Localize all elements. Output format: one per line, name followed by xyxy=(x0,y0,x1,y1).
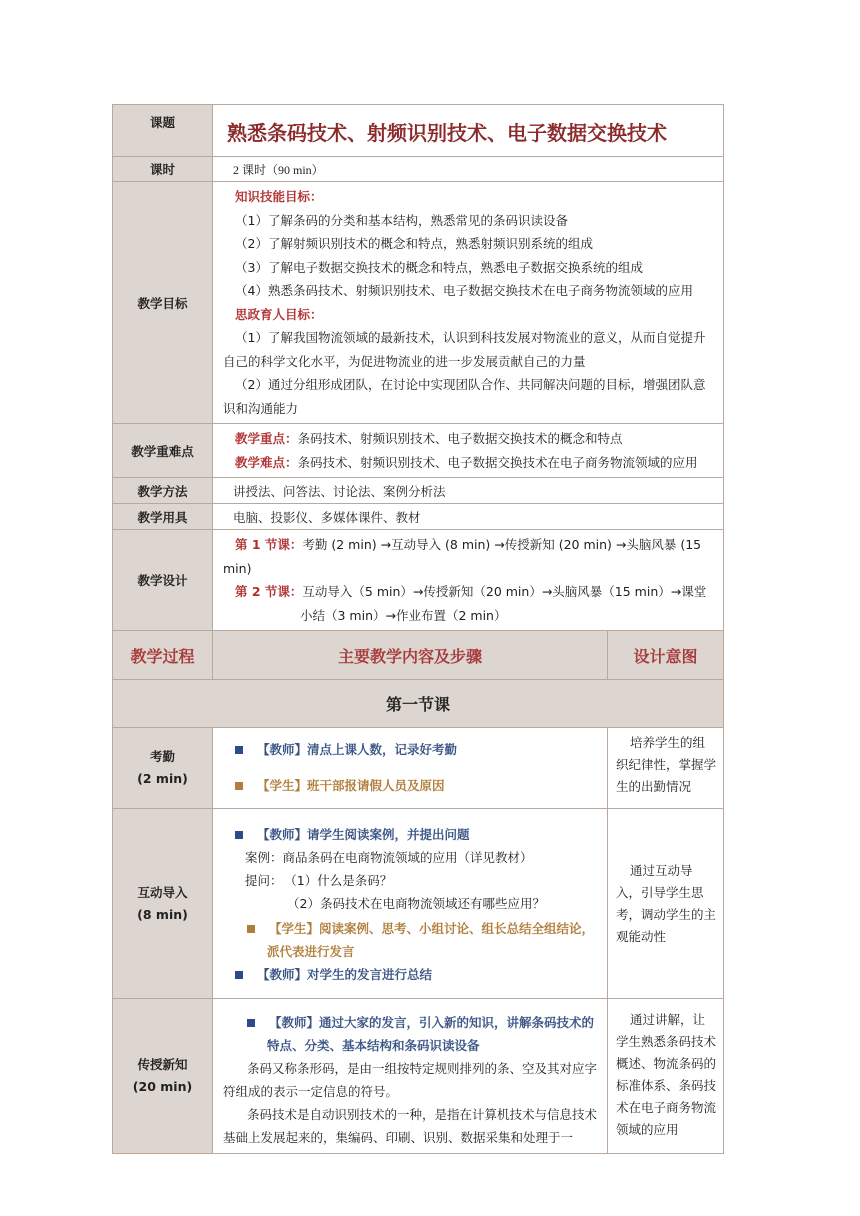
design-row xyxy=(113,530,724,631)
step-name: 考勤 xyxy=(149,749,175,764)
key-text: 条码技术、射频识别技术、电子数据交换技术的概念和特点 xyxy=(297,431,623,446)
col-intent-header: 设计意图 xyxy=(608,631,724,680)
step-intent: 通过互动导入，引导学生思考，调动学生的主观能动性 xyxy=(608,809,724,999)
goals-label: 教学目标 xyxy=(113,182,213,424)
skill-goal-item: （3）了解电子数据交换技术的概念和特点，熟悉电子数据交换系统的组成 xyxy=(235,259,643,275)
process-header-row xyxy=(113,631,724,680)
question-item: （2）条码技术在电商物流领域还有哪些应用？ xyxy=(287,896,545,911)
skill-goal-item: （4）熟悉条码技术、射频识别技术、电子数据交换技术在电子商务物流领域的应用 xyxy=(235,283,693,298)
bullet-icon xyxy=(235,831,243,839)
ideology-goals-title: 思政育人目标： xyxy=(235,306,323,322)
ideology-goal-item: （1）了解我国物流领域的最新技术，认识到科技发展对物流业的意义，从而自觉提升自己的科学文化水平，为促进物流业的进一步发展贡献自己的力量 xyxy=(223,330,706,369)
tools-label: 教学用具 xyxy=(113,504,213,530)
step-content xyxy=(213,728,608,809)
keypoints-label: 教学重难点 xyxy=(113,424,213,478)
section-title: 第一节课 xyxy=(113,680,724,728)
hours-row xyxy=(113,157,724,182)
step-content xyxy=(213,809,608,999)
keypoints-content xyxy=(213,424,724,478)
section-row xyxy=(113,680,724,728)
step-time: (2 min) xyxy=(137,771,188,786)
bullet-icon xyxy=(235,782,243,790)
process-row-teach xyxy=(113,999,724,1154)
bullet-icon xyxy=(247,1019,255,1027)
step-name-cell xyxy=(113,728,213,809)
lesson-plan-table xyxy=(112,104,724,1154)
method-row xyxy=(113,478,724,504)
difficult-prefix: 教学难点： xyxy=(235,454,298,470)
step-time: (8 min) xyxy=(137,906,188,922)
teacher-action: 【教师】清点上课人数，记录好考勤 xyxy=(257,742,458,757)
lesson-plan xyxy=(112,104,723,1154)
student-action: 【学生】班干部报请假人员及原因 xyxy=(257,778,445,793)
step-name-cell xyxy=(113,809,213,999)
ideology-goal-item: （2）通过分组形成团队，在讨论中实现团队合作、共同解决问题的目标，增强团队意识和沟通能力 xyxy=(223,377,706,416)
goals-content xyxy=(213,182,724,424)
key-prefix: 教学重点： xyxy=(235,431,298,446)
teacher-action: 【教师】对学生的发言进行总结 xyxy=(257,967,433,982)
design-2-text: 互动导入（5 min）→传授新知（20 min）→头脑风暴（15 min）→课堂小结（3 min）→作业布置（2 min） xyxy=(300,584,707,623)
design-2-prefix: 第 2 节课： xyxy=(235,584,303,599)
topic-label: 课题 xyxy=(113,105,213,157)
step-content xyxy=(213,999,608,1154)
paragraph: 条码又称条形码，是由一组按特定规则排列的条、空及其对应字符组成的表示一定信息的符号。 xyxy=(223,1061,598,1099)
bullet-icon xyxy=(235,971,243,979)
design-1-prefix: 第 1 节课： xyxy=(235,537,303,552)
step-name: 传授新知 xyxy=(137,1057,188,1072)
design-label: 教学设计 xyxy=(113,530,213,631)
difficult-text: 条码技术、射频识别技术、电子数据交换技术在电子商务物流领域的应用 xyxy=(297,454,698,470)
tools-value: 电脑、投影仪、多媒体课件、教材 xyxy=(213,504,724,530)
process-row-intro xyxy=(113,809,724,999)
paragraph: 条码技术是自动识别技术的一种，是指在计算机技术与信息技术基础上发展起来的，集编码、印刷、识别、数据采集和处理于一 xyxy=(223,1107,598,1145)
keypoints-row xyxy=(113,424,724,478)
bullet-icon xyxy=(247,925,255,933)
case-line: 案例：商品条码在电商物流领域的应用（详见教材） xyxy=(245,850,533,865)
hours-value: 2 课时（90 min） xyxy=(213,157,724,182)
topic-row xyxy=(113,105,724,157)
step-intent: 通过讲解，让学生熟悉条码技术概述、物流条码的标准体系、条码技术在电子商务物流领域的应用 xyxy=(608,999,724,1154)
bullet-icon xyxy=(235,746,243,754)
col-process-header: 教学过程 xyxy=(113,631,213,680)
goals-row xyxy=(113,182,724,424)
design-1-text: 考勤 (2 min) →互动导入 (8 min) →传授新知 (20 min) →头脑风暴 (15 min) xyxy=(223,537,702,576)
question-label: 提问： xyxy=(245,873,283,888)
step-name: 互动导入 xyxy=(137,884,188,900)
topic-title: 熟悉条码技术、射频识别技术、电子数据交换技术 xyxy=(213,105,724,157)
teacher-action: 【教师】通过大家的发言，引入新的知识，讲解条码技术的特点、分类、基本结构和条码识读设备 xyxy=(267,1015,595,1053)
step-intent: 培养学生的组织纪律性，掌握学生的出勤情况 xyxy=(608,728,724,809)
step-time: (20 min) xyxy=(132,1079,193,1094)
step-name-cell xyxy=(113,999,213,1154)
teacher-action: 【教师】请学生阅读案例，并提出问题 xyxy=(257,827,470,842)
design-content xyxy=(213,530,724,631)
method-value: 讲授法、问答法、讨论法、案例分析法 xyxy=(213,478,724,504)
process-row-attendance xyxy=(113,728,724,809)
skill-goal-item: （2）了解射频识别技术的概念和特点，熟悉射频识别系统的组成 xyxy=(235,236,593,251)
question-item: （1）什么是条码？ xyxy=(290,873,393,888)
skill-goal-item: （1）了解条码的分类和基本结构，熟悉常见的条码识读设备 xyxy=(235,212,568,228)
col-content-header: 主要教学内容及步骤 xyxy=(213,631,608,680)
hours-label: 课时 xyxy=(113,157,213,182)
tools-row xyxy=(113,504,724,530)
method-label: 教学方法 xyxy=(113,478,213,504)
student-action: 【学生】阅读案例、思考、小组讨论、组长总结全组结论，派代表进行发言 xyxy=(267,921,595,959)
skill-goals-title: 知识技能目标： xyxy=(235,189,323,204)
